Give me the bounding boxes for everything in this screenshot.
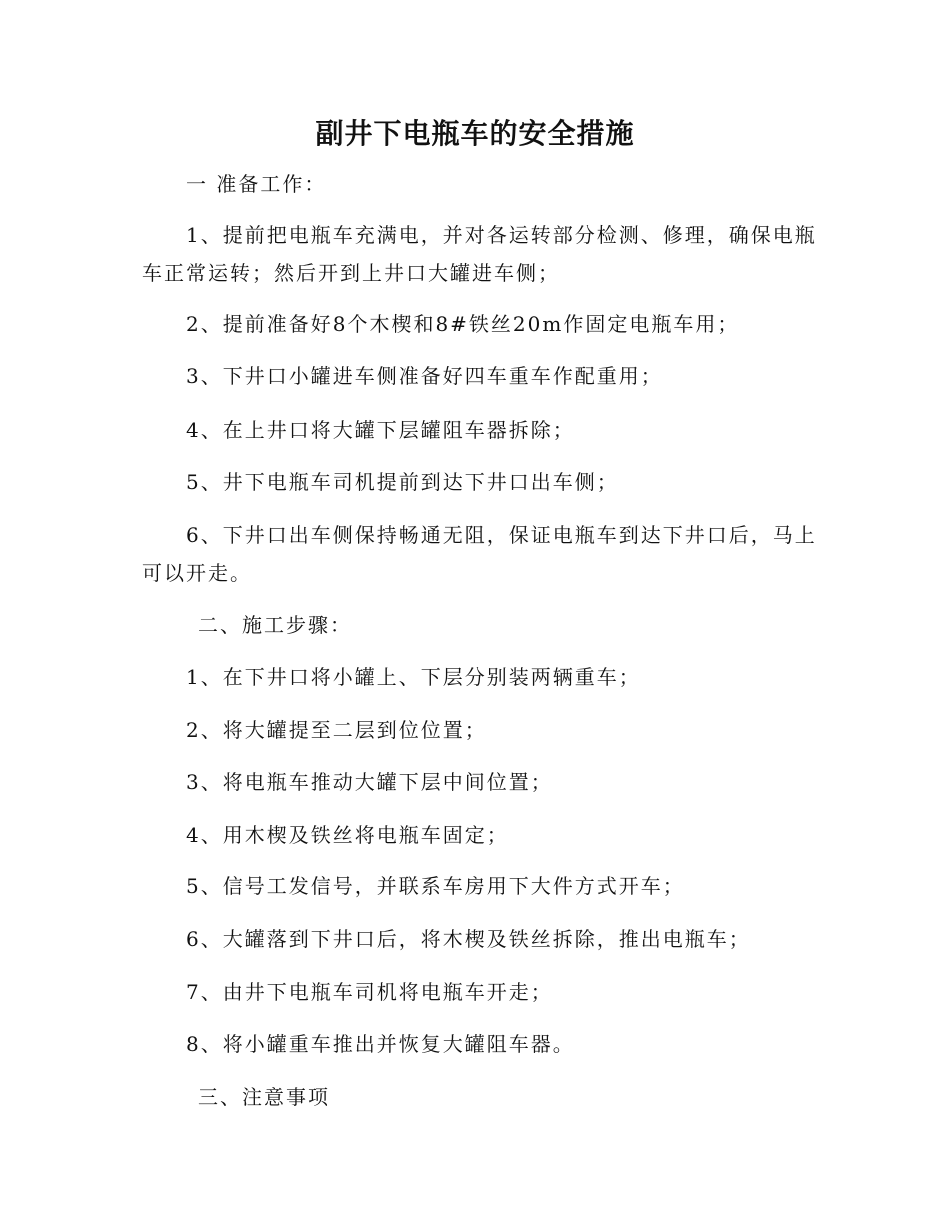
- paragraph-prep-3: 3、下井口小罐进车侧准备好四车重车作配重用；: [186, 364, 663, 388]
- section-heading-preparation: 一 准备工作：: [186, 172, 327, 196]
- paragraph-line: 1、提前把电瓶车充满电，并对各运转部分检测、修理，确保电瓶: [186, 223, 817, 247]
- paragraph-prep-1: [142, 216, 817, 292]
- paragraph-prep-6: [142, 516, 817, 592]
- paragraph-step-8: 8、将小罐重车推出并恢复大罐阻车器。: [186, 1032, 575, 1056]
- page-title: 副井下电瓶车的安全措施: [315, 117, 635, 150]
- paragraph-step-4: 4、用木楔及铁丝将电瓶车固定；: [186, 823, 509, 847]
- paragraph-step-3: 3、将电瓶车推动大罐下层中间位置；: [186, 770, 553, 794]
- paragraph-line: 车正常运转；然后开到上井口大罐进车侧；: [142, 261, 560, 285]
- paragraph-line: 6、下井口出车侧保持畅通无阻，保证电瓶车到达下井口后，马上: [186, 523, 817, 547]
- section-heading-steps: 二、施工步骤：: [198, 613, 352, 637]
- section-heading-notes: 三、注意事项: [198, 1085, 330, 1109]
- paragraph-step-5: 5、信号工发信号，并联系车房用下大件方式开车；: [186, 874, 685, 898]
- paragraph-step-2: 2、将大罐提至二层到位位置；: [186, 718, 487, 742]
- paragraph-step-6: 6、大罐落到下井口后，将木楔及铁丝拆除，推出电瓶车；: [186, 927, 751, 951]
- paragraph-prep-4: 4、在上井口将大罐下层罐阻车器拆除；: [186, 418, 575, 442]
- paragraph-step-1: 1、在下井口将小罐上、下层分别装两辆重车；: [186, 665, 641, 689]
- paragraph-prep-2: 2、提前准备好8个木楔和8#铁丝20m作固定电瓶车用；: [186, 312, 740, 336]
- paragraph-line: 可以开走。: [142, 561, 252, 585]
- paragraph-step-7: 7、由井下电瓶车司机将电瓶车开走；: [186, 980, 553, 1004]
- paragraph-prep-5: 5、井下电瓶车司机提前到达下井口出车侧；: [186, 470, 619, 494]
